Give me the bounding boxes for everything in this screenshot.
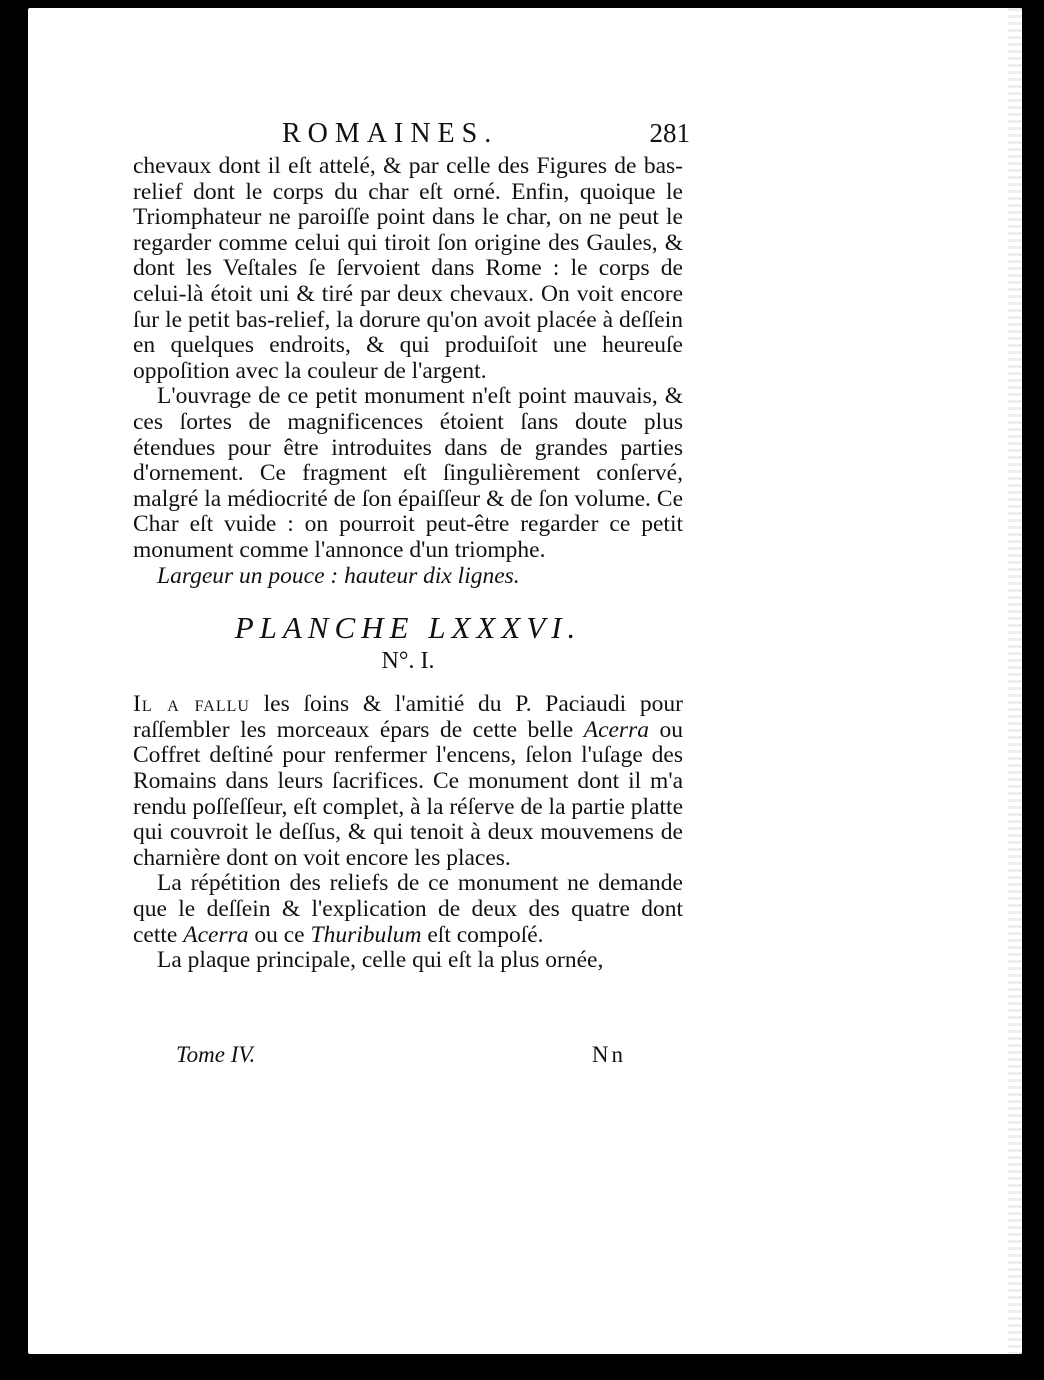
running-title: ROMAINES. bbox=[282, 118, 499, 149]
page-number: 281 bbox=[649, 118, 690, 148]
term-acerra: Acerra bbox=[583, 716, 649, 743]
paragraph-text: les ſoins & l'amitié du P. Paciaudi pour raſſembler les morceaux épars de cette belle bbox=[133, 691, 683, 743]
paragraph-lead-words: Il a fallu bbox=[133, 691, 250, 718]
paragraph-text: ou ce bbox=[248, 921, 311, 948]
plate-number: N°. I. bbox=[381, 647, 435, 674]
paragraph-text: eſt compoſé. bbox=[421, 921, 544, 948]
plate-heading: PLANCHE LXXXVI. bbox=[234, 610, 582, 646]
paragraph-continuation: chevaux dont il eſt attelé, & par celle des Figures de bas-relief dont le corps du char eſt orné. Enfin, quoique le Triomphateur ne paroiſſe point dans le char, on ne peut le regarder comme celui qui tiroit ſon origine des Gaules, & dont les Veſtales ſe ſervoient dans Rome : le corps de celui-là étoit uni & tiré par deux chevaux. On voit encore ſur le petit bas-relief, la dorure qu'on avoit placée à deſſein en quelques endroits, & qui produiſoit une heureuſe oppoſition avec la couleur de l'argent. bbox=[133, 153, 683, 384]
paragraph-text: La répétition des reliefs de ce monument ne demande que le deſſein & l'explication de deux des quatre dont cette bbox=[133, 870, 683, 948]
paragraph-repetition bbox=[133, 871, 683, 948]
term-thuribulum: Thuribulum bbox=[310, 921, 422, 948]
paragraph-ouvrage: L'ouvrage de ce petit monument n'eſt point mauvais, & ces ſortes de magnificences étoient ſans doute plus étendues pour être introduites dans de grandes parties d'ornement. Ce fragment eſt ſingulièrement conſervé, malgré la médiocrité de ſon épaiſſeur & de ſon volume. Ce Char eſt vuide : on pourroit peut-être regarder ce petit monument comme l'annonce d'un triomphe. bbox=[133, 383, 683, 563]
page-edge bbox=[1008, 8, 1022, 1354]
page-footer bbox=[176, 1042, 626, 1072]
volume-label: Tome IV. bbox=[176, 1042, 256, 1067]
dimensions-note: Largeur un pouce : hauteur dix lignes. bbox=[157, 562, 520, 589]
paragraph-plaque: La plaque principale, celle qui eſt la plus ornée, bbox=[157, 947, 604, 974]
paragraph-text: ou Coffret deſtiné pour renfermer l'encens, ſelon l'uſage des Romains dans leurs ſacrifices. Ce monument dont il m'a rendu poſſeſſeur, eſt complet, à la réſerve de la partie platte qui couvroit le deſſus, & qui tenoit à deux mouvemens de charnière dont on voit encore les places. bbox=[133, 716, 684, 871]
page-body bbox=[133, 154, 683, 974]
running-header bbox=[260, 118, 690, 158]
term-acerra: Acerra bbox=[183, 921, 249, 948]
paragraph-acerra bbox=[133, 692, 683, 871]
signature-mark: Nn bbox=[591, 1042, 626, 1067]
